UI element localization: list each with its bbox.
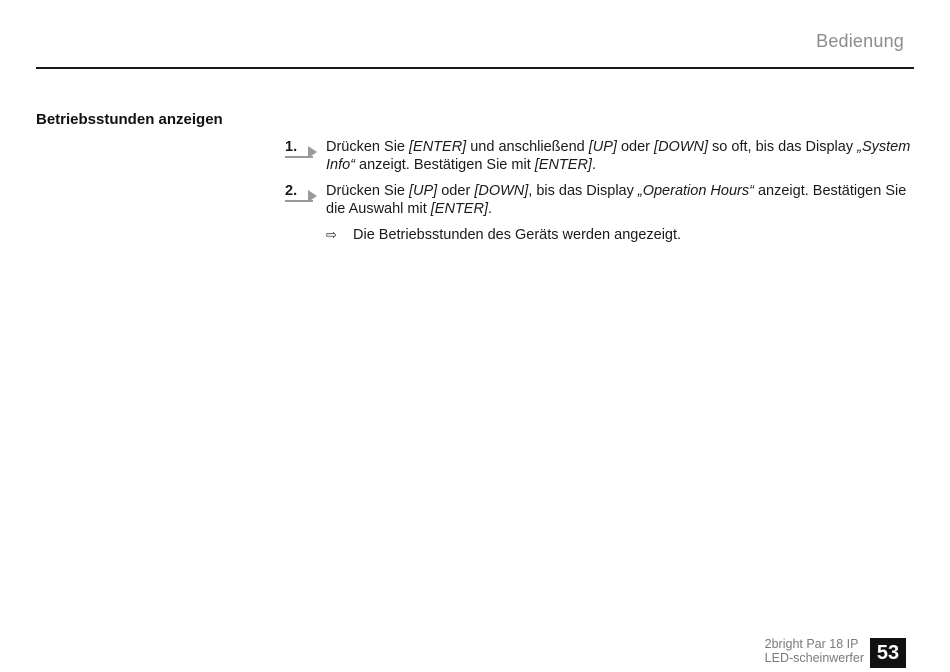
step-number-label: 2. bbox=[285, 183, 298, 199]
text: so oft, bis das Display bbox=[708, 139, 858, 155]
product-name-line: 2bright Par 18 IP bbox=[764, 637, 859, 651]
text: oder bbox=[616, 139, 655, 155]
text: . bbox=[591, 157, 596, 173]
text: und anschließend bbox=[466, 139, 589, 155]
result-arrow-icon: ⇨ bbox=[326, 227, 337, 242]
header-divider bbox=[36, 67, 914, 69]
chapter-title: Bedienung bbox=[816, 31, 904, 51]
text: anzeigt. Bestätigen Sie mit bbox=[355, 157, 535, 173]
step-text bbox=[326, 138, 915, 174]
text: anzeigt. Bestätigen Sie die Auswahl mit bbox=[326, 183, 907, 217]
text: Drücken Sie bbox=[326, 139, 410, 155]
step-number bbox=[285, 138, 315, 156]
text: . bbox=[487, 201, 493, 217]
text: , bis das Display bbox=[528, 183, 638, 199]
display-label: „System Info“ bbox=[326, 139, 911, 173]
step-number-label: 1. bbox=[285, 139, 298, 155]
section-heading: Betriebsstunden anzeigen bbox=[36, 111, 223, 128]
display-label: „Operation Hours“ bbox=[637, 183, 754, 199]
key-label: [ENTER] bbox=[430, 201, 488, 217]
product-type-line: LED-scheinwerfer bbox=[764, 651, 864, 665]
result-text: Die Betriebsstunden des Geräts werden angezeigt. bbox=[353, 227, 682, 243]
footer-product-name bbox=[765, 637, 864, 665]
step-result bbox=[285, 226, 915, 244]
step-text bbox=[326, 182, 915, 218]
key-label: [DOWN] bbox=[474, 183, 529, 199]
step-arrow-icon bbox=[308, 146, 317, 158]
step-number bbox=[285, 182, 315, 200]
key-label: [UP] bbox=[409, 183, 438, 199]
step-arrow-icon bbox=[308, 190, 317, 202]
key-label: [ENTER] bbox=[409, 139, 467, 155]
text: Drücken Sie bbox=[326, 183, 410, 199]
page-number: 53 bbox=[870, 638, 906, 668]
step-2 bbox=[285, 182, 915, 218]
key-label: [ENTER] bbox=[534, 157, 592, 173]
key-label: [UP] bbox=[588, 139, 617, 155]
step-1 bbox=[285, 138, 915, 174]
instruction-steps bbox=[285, 138, 915, 244]
text: oder bbox=[437, 183, 475, 199]
key-label: [DOWN] bbox=[654, 139, 709, 155]
